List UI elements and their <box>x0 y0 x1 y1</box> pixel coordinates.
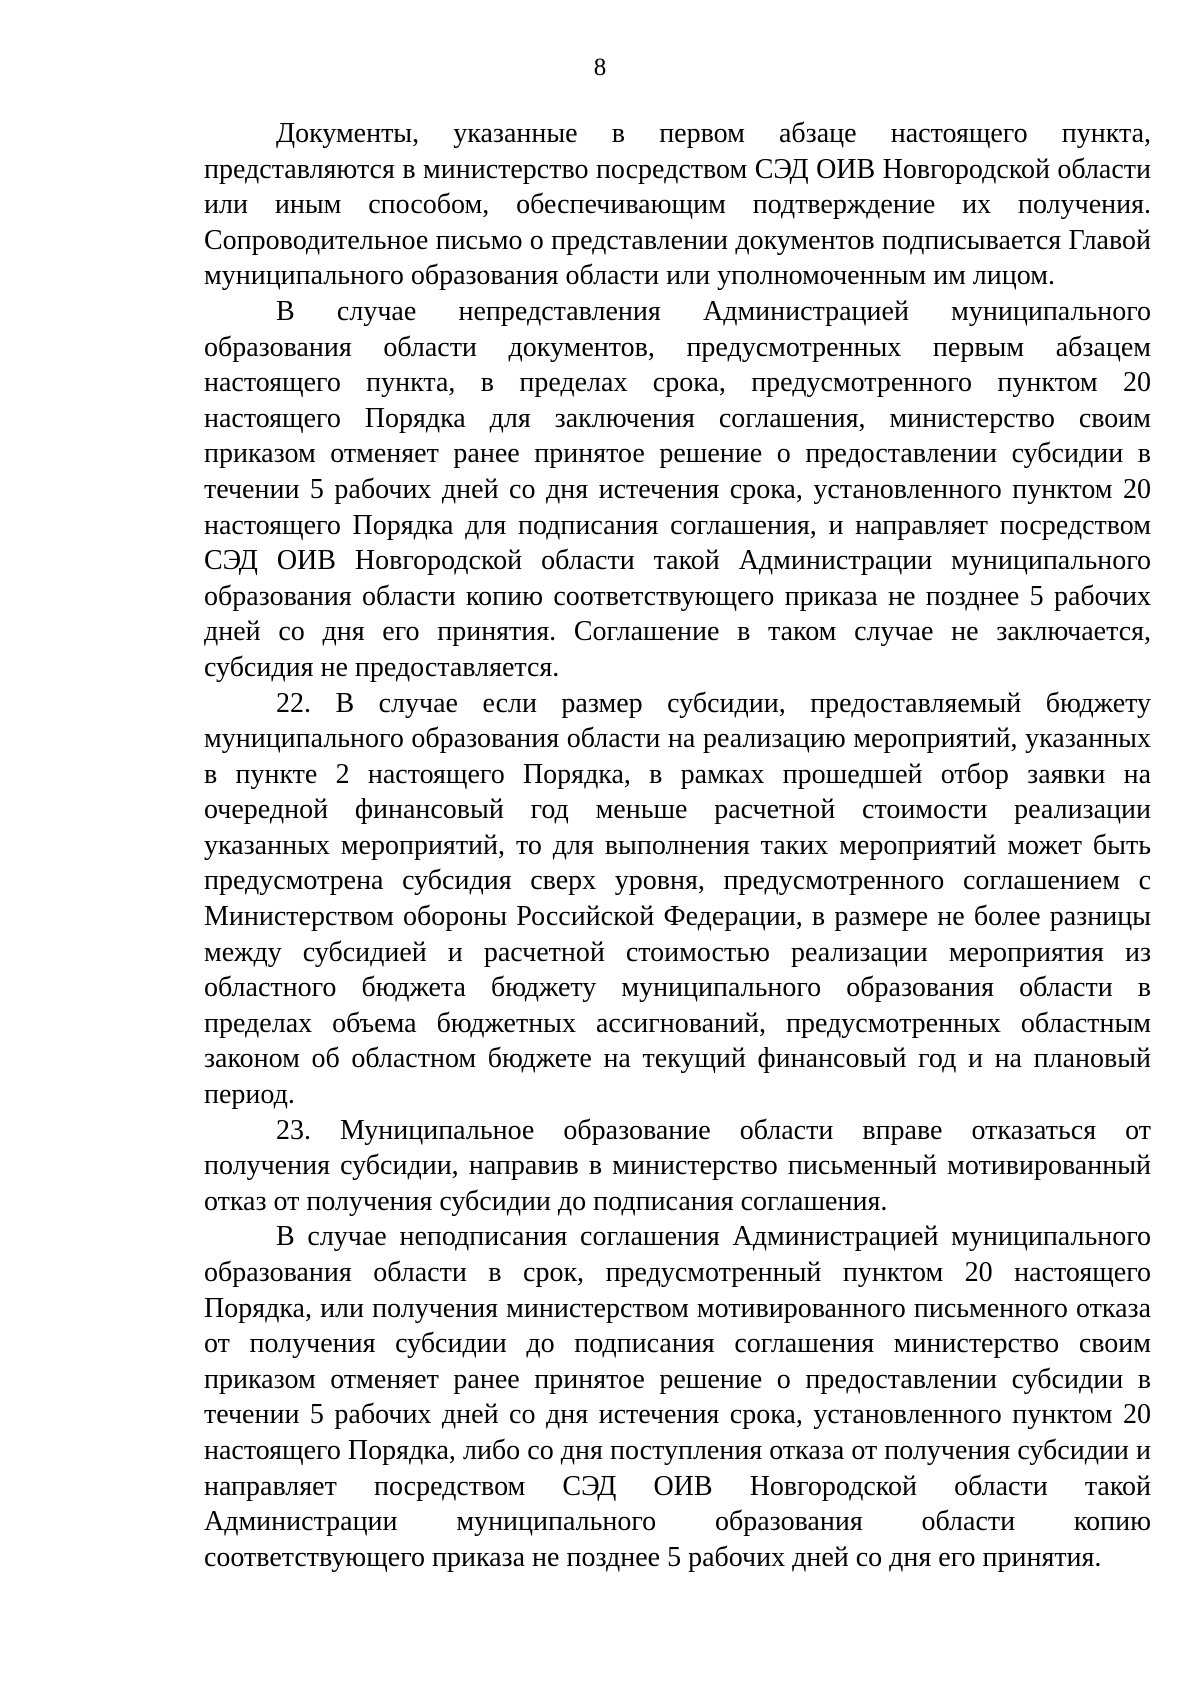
paragraph-item-23: 23. Муниципальное образование области вправе отказаться от получения субсидии, направив в министерство письменный мотивированный отказ от получения субсидии до подписания соглашения. <box>204 1114 1151 1217</box>
paragraph-non-submission: В случае непредставления Администрацией муниципального образования области документов, предусмотренных первым абзацем настоящего пункта, в пределах срока, предусмотренного пунктом 20 настоящего Порядка для заключения соглашения, министерство своим приказом отменяет ранее принятое решение о предоставлении субсидии в течении 5 рабочих дней со дня истечения срока, установленного пунктом 20 настоящего Порядка для подписания соглашения, и направляет посредством СЭД ОИВ Новгородской области такой Администрации муниципального образования области копию соответствующего приказа не позднее 5 рабочих дней со дня его принятия. Соглашение в таком случае не заключается, субсидия не предоставляется. <box>204 295 1151 683</box>
paragraph-documents-submission: Документы, указанные в первом абзаце настоящего пункта, представляются в министерство посредством СЭД ОИВ Новгородской области или иным способом, обеспечивающим подтверждение их получения. Сопроводительное письмо о представлении документов подписывается Главой муниципального образования области или уполномоченным им лицом. <box>204 118 1151 292</box>
paragraph-non-signing: В случае неподписания соглашения Администрацией муниципального образования области в срок, предусмотренный пунктом 20 настоящего Порядка, или получения министерством мотивированного письменного отказа от получения субсидии до подписания соглашения министерство своим приказом отменяет ранее принятое решение о предоставлении субсидии в течении 5 рабочих дней со дня истечения срока, установленного пунктом 20 настоящего Порядка, либо со дня поступления отказа от получения субсидии и направляет посредством СЭД ОИВ Новгородской области такой Администрации муниципального образования области копию соответствующего приказа не позднее 5 рабочих дней со дня его принятия. <box>204 1221 1151 1573</box>
page-number: 8 <box>593 54 607 81</box>
paragraph-item-22: 22. В случае если размер субсидии, предоставляемый бюджету муниципального образования области на реализацию мероприятий, указанных в пункте 2 настоящего Порядка, в рамках прошедшей отбор заявки на очередной финансовый год меньше расчетной стоимости реализации указанных мероприятий, то для выполнения таких мероприятий может быть предусмотрена субсидия сверх уровня, предусмотренного соглашением с Министерством обороны Российской Федерации, в размере не более разницы между субсидией и расчетной стоимостью реализации мероприятия из областного бюджета бюджету муниципального образования области в пределах объема бюджетных ассигнований, предусмотренных областным законом об областном бюджете на текущий финансовый год и на плановый период. <box>204 687 1151 1111</box>
document-body <box>204 116 1151 1575</box>
